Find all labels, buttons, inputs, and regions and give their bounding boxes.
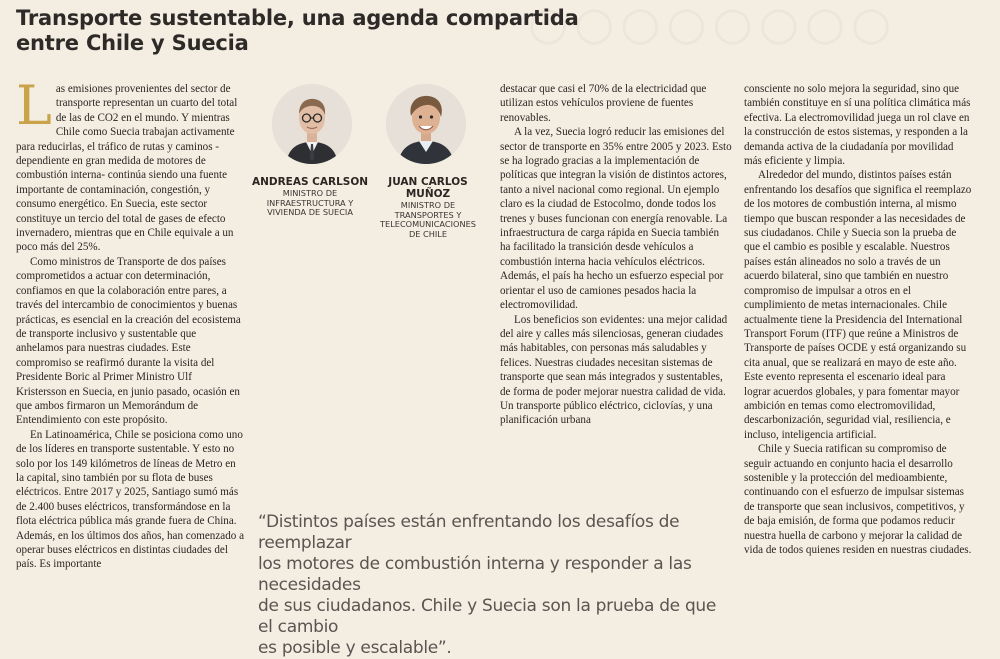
quote-line: “Distintos países están enfrentando los desafíos de reemplazar xyxy=(258,512,680,553)
author-photo-carlson xyxy=(272,84,352,164)
article-column-1 xyxy=(16,74,244,572)
paragraph xyxy=(16,74,244,255)
name-line: JUAN CARLOS xyxy=(388,176,468,188)
paragraph: En Latinoamérica, Chile se posiciona como uno de los líderes en transporte sustentable. Y esto no solo por los 149 kilómetros de líneas de Metro en la capital, sino también por su flota de buses eléctricos. Entre 2017 y 2025, Santiago sumó más de 2.400 buses eléctricos, transformándose en la flota eléctrica pública más grande fuera de China. Además, en los últimos dos años, han comenzado a operar buses eléctricos en distintas ciudades del país. Es importante xyxy=(16,428,244,571)
dropcap: L xyxy=(16,74,52,137)
author-name-carlson: ANDREAS CARLSON xyxy=(251,176,369,188)
portrait-icon xyxy=(386,84,466,164)
paragraph: destacar que casi el 70% de la electricidad que utilizan estos vehículos proviene de fuentes renovables. xyxy=(500,83,707,124)
article-column-4 xyxy=(744,82,974,557)
role-line: VIVIENDA DE SUECIA xyxy=(267,207,353,218)
paragraph-text: as emisiones provenientes del sector de transporte representan un cuarto del total de las de CO2 en el mundo. Y mientras Chile como Suecia trabajan activamente para reducirlas, el tráfico de rutas y caminos -dependiente en gran medida de motores de combustión interna- continúa siendo una fuente importante de contaminación, congestión, y consumo energético. En Suecia, este sector constituye un tercio del total de gases de efecto invernadero, mientras que en Chile equivale a un poco más del 25%. xyxy=(16,83,238,254)
article-headline xyxy=(16,6,656,56)
quote-line: es posible y escalable”. xyxy=(258,638,452,658)
role-line: TRANSPORTES Y xyxy=(394,209,462,220)
paragraph: Los beneficios son evidentes: una mejor calidad del aire y calles más silenciosas, generan ciudades más habitables, con personas más saludables y felices. Nuestras ciudades necesitan sistemas de transporte que sean más integrados y sustentables, de forma de poder mejorar nuestra calidad de vida. Un transporte público eléctrico, ciclovías, y una planificación urbana xyxy=(500,313,728,427)
paragraph: consciente no solo mejora la seguridad, sino que también constituye en sí una política climática más efectiva. La electromovilidad juega un rol clave en la construcción de estos sistemas, y responden a la demanda activa de la ciudadanía por movilidad más eficiente y limpia. xyxy=(744,83,971,168)
role-line: TELECOMUNICACIONES xyxy=(380,219,476,230)
role-line: MINISTRO DE xyxy=(400,200,456,210)
background-watermark-shapes: ○○○○○○○○ xyxy=(528,0,898,50)
author-name-munoz xyxy=(368,176,488,200)
headline-line-2: entre Chile y Suecia xyxy=(16,31,249,55)
paragraph: Como ministros de Transporte de dos países comprometidos a actuar con determinación, confiamos en que la colaboración entre pares, a través del intercambio de conocimientos y buenas prácticas, es esencial en la creación del ecosistema de transporte inclusivo y sustentable que anhelamos para nuestras ciudades. Este compromiso se reafirmó durante la visita del Presidente Boric al Primer Ministro Ulf Kristersson en Suecia, en junio pasado, ocasión en que ambos firmaron un Memorándum de Entendimiento con este propósito. xyxy=(16,255,241,427)
paragraph: Chile y Suecia ratifican su compromiso de seguir actuando en conjunto hacia el desarrollo sostenible y la protección del medioambiente, continuando con el esfuerzo de impulsar sistemas de transporte que sean inclusivos, competitivos, y de baja emisión, de forma que podamos reducir nuestra huella de carbono y mejorar la calidad de vida de todos quienes residen en nuestras ciudades. xyxy=(744,443,972,556)
author-role-munoz xyxy=(368,201,488,239)
paragraph: Alrededor del mundo, distintos países están enfrentando los desafíos que significa el reemplazo de los motores de combustión interna, al mismo tiempo que buscan responder a las necesidades de sus ciudadanos. Chile y Suecia son la prueba de que el cambio es posible y escalable. Nuestros países están alineados no solo a través de un acuerdo bilateral, sino que también en nuestro compromiso de impulsar a otros en el cumplimiento de metas internacionales. Chile actualmente tiene la Presidencia del International Transport Forum (ITF) que reúne a Ministros de Transporte de países OCDE y está organizando su cita anual, que se realizará en mayo de este año. Este evento representa el escenario ideal para lograr acuerdos globales, y para fomentar mayor ambición en temas como electromovilidad, descarbonización, seguridad vial, resiliencia, e incluso, inteligencia artificial. xyxy=(744,169,972,441)
quote-line: los motores de combustión interna y responder a las necesidades xyxy=(258,554,692,595)
quote-line: de sus ciudadanos. Chile y Suecia son la prueba de que el cambio xyxy=(258,596,717,637)
article-column-3 xyxy=(500,82,732,428)
pull-quote xyxy=(258,512,722,659)
paragraph: A la vez, Suecia logró reducir las emisiones del sector de transporte en 35% entre 2005 y 2023. Esto se ha logrado gracias a la implementación de políticas que integran la visión de distintos actores, tanto a nivel nacional como regional. Un ejemplo claro es la ciudad de Estocolmo, donde todos los trenes y buses funcionan con energía renovable. La infraestructura de carga rápida en Suecia también ha facilitado la transición desde vehículos a combustión interna hacia vehículos eléctricos. Además, el país ha hecho un esfuerzo especial por orientar el uso de camiones pesados hacia la electromovilidad. xyxy=(500,126,732,312)
author-photo-munoz xyxy=(386,84,466,164)
portrait-icon xyxy=(272,84,352,164)
role-line: INFRAESTRUCTURA Y xyxy=(266,197,354,208)
author-role-carlson xyxy=(250,189,370,218)
role-line: MINISTRO DE xyxy=(282,188,338,198)
role-line: DE CHILE xyxy=(408,228,448,239)
name-line: MUÑOZ xyxy=(405,188,451,200)
headline-line-1: Transporte sustentable, una agenda compartida xyxy=(16,6,579,30)
